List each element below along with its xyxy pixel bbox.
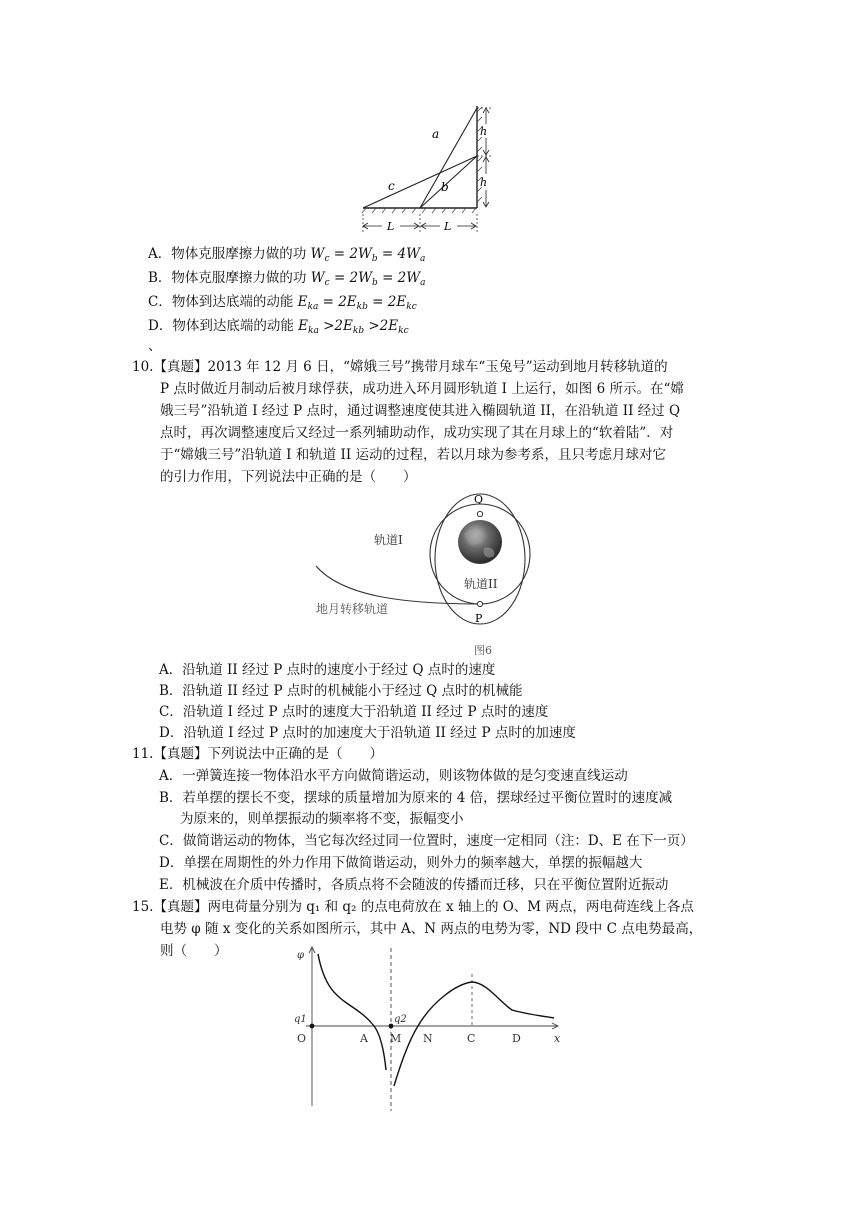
q9-option-b bbox=[148, 268, 426, 293]
q11-number: 11. bbox=[132, 746, 154, 762]
figure-6-caption: 图6 bbox=[474, 644, 492, 657]
q10-number: 10. bbox=[132, 359, 154, 375]
label-b: b bbox=[441, 180, 449, 194]
q11-option-d: D．单摆在周期性的外力作用下做简谐运动，则外力的频率越大，单摆的振幅越大 bbox=[159, 855, 643, 871]
q15-tag: 【真题】 bbox=[153, 899, 208, 915]
potential-figure bbox=[286, 946, 566, 1114]
label-q1: q1 bbox=[294, 1014, 307, 1025]
potential-curve-left bbox=[318, 954, 386, 1070]
q9-option-d-text: D．物体到达底端的动能 bbox=[148, 318, 294, 334]
label-orbit-1: 轨道I bbox=[374, 533, 403, 547]
point-q-marker bbox=[477, 511, 482, 516]
q11-tag: 【真题】 bbox=[153, 746, 208, 762]
label-a: A bbox=[360, 1032, 368, 1045]
q9-option-b-text: B．物体克服摩擦力做的功 bbox=[148, 270, 307, 286]
q9-option-a bbox=[148, 244, 425, 269]
q10-line-5: 于“嫦娥三号”沿轨道 I 和轨道 II 运动的过程，若以月球为参考系，且只考虑月球对它 bbox=[160, 447, 666, 463]
label-m: M bbox=[390, 1032, 402, 1045]
q10-tag: 【真题】 bbox=[153, 359, 208, 375]
label-transfer-orbit: 地月转移轨道 bbox=[316, 602, 389, 616]
q11-option-b-cont: 为原来的，则单摆振动的频率将不变，振幅变小 bbox=[180, 811, 464, 827]
label-h-bottom: h bbox=[480, 176, 488, 189]
q11-option-b: B．若单摆的摆长不变，摆球的质量增加为原来的 4 倍，摆球经过平衡位置时的速度减 bbox=[159, 790, 673, 806]
q10-option-a: A．沿轨道 II 经过 P 点时的速度小于经过 Q 点时的速度 bbox=[159, 662, 496, 678]
q11-option-a: A．一弹簧连接一物体沿水平方向做简谐运动，则该物体做的是匀变速直线运动 bbox=[159, 768, 628, 784]
label-orbit-2: 轨道II bbox=[464, 577, 498, 591]
stray-mark: 、 bbox=[148, 338, 162, 354]
q9-option-b-math: $W_c = 2W_b = 2W_a$ bbox=[310, 270, 426, 288]
q10-stem-1: 2013 年 12 月 6 日，“嫦娥三号”携带月球车“玉兔号”运动到地月转移轨道的 bbox=[207, 359, 668, 375]
label-h-top: h bbox=[480, 125, 488, 138]
label-x: x bbox=[554, 1032, 561, 1045]
q9-option-c-math: $E_{ka} = 2E_{kb} = 2E_{kc}$ bbox=[297, 294, 417, 312]
q9-option-d bbox=[148, 316, 409, 341]
q10-option-d: D．沿轨道 I 经过 P 点时的加速度大于沿轨道 II 经过 P 点时的加速度 bbox=[159, 725, 576, 741]
point-q1-marker bbox=[310, 1024, 315, 1029]
label-q2: q2 bbox=[394, 1014, 407, 1025]
q11-option-c: C．做简谐运动的物体，当它每次经过同一位置时，速度一定相同（注：D、E 在下一页） bbox=[159, 833, 694, 849]
transfer-orbit bbox=[316, 566, 480, 604]
q15-stem-1: 两电荷量分别为 q₁ 和 q₂ 的点电荷放在 x 轴上的 O、M 两点，两电荷连线上各点 bbox=[207, 899, 694, 915]
q9-option-a-math: $W_c = 2W_b = 4W_a$ bbox=[310, 246, 426, 264]
q10-line-3: 娥三号”沿轨道 I 经过 P 点时，通过调整速度使其进入椭圆轨道 II，在沿轨道 II 经过 Q bbox=[160, 403, 681, 419]
label-a: a bbox=[432, 127, 440, 141]
label-q: Q bbox=[474, 493, 484, 506]
point-q2-marker bbox=[389, 1024, 394, 1029]
label-c: C bbox=[467, 1032, 476, 1045]
q11-stem bbox=[132, 744, 383, 764]
q10-line-4: 点时，再次调整速度后又经过一系列辅助动作，成功实现了其在月球上的“软着陆”．对 bbox=[160, 425, 674, 441]
q15-line-3: 则（ ） bbox=[160, 943, 228, 959]
label-d: D bbox=[512, 1032, 521, 1045]
q9-option-d-math: $E_{ka} >2E_{kb} >2E_{kc}$ bbox=[298, 318, 409, 336]
label-L-left: L bbox=[387, 220, 395, 233]
q10-option-b: B．沿轨道 II 经过 P 点时的机械能小于经过 Q 点时的机械能 bbox=[159, 683, 523, 699]
q9-option-a-text: A．物体克服摩擦力做的功 bbox=[148, 246, 307, 262]
q15-line-1 bbox=[132, 897, 694, 917]
label-c: c bbox=[388, 179, 395, 193]
label-phi: φ bbox=[297, 950, 305, 961]
q11-option-e: E．机械波在介质中传播时，各质点将不会随波的传播而迁移，只在平衡位置附近振动 bbox=[159, 877, 669, 893]
q10-line-2: P 点时做近月制动后被月球俘获，成功进入环月圆形轨道 I 上运行，如图 6 所示。在“嫦 bbox=[160, 381, 684, 397]
label-L-right: L bbox=[444, 220, 452, 233]
q11-stem-text: 下列说法中正确的是（ ） bbox=[207, 746, 383, 762]
q9-option-c bbox=[148, 292, 417, 317]
q15-line-2: 电势 φ 随 x 变化的关系如图所示，其中 A、N 两点的电势为零，ND 段中 C 点电势最高， bbox=[160, 921, 703, 937]
q10-line-6: 的引力作用，下列说法中正确的是（ ） bbox=[160, 469, 417, 485]
incline-figure bbox=[360, 104, 500, 242]
q10-option-c: C．沿轨道 I 经过 P 点时的速度大于沿轨道 II 经过 P 点时的速度 bbox=[159, 704, 549, 720]
q10-line-1 bbox=[132, 357, 668, 377]
q15-number: 15. bbox=[132, 899, 154, 915]
label-n: N bbox=[423, 1032, 433, 1045]
q9-option-c-text: C．物体到达底端的动能 bbox=[148, 294, 294, 310]
orbit-figure bbox=[312, 476, 548, 662]
label-o: O bbox=[297, 1032, 307, 1045]
label-p: P bbox=[475, 612, 483, 625]
point-p-marker bbox=[477, 601, 482, 606]
